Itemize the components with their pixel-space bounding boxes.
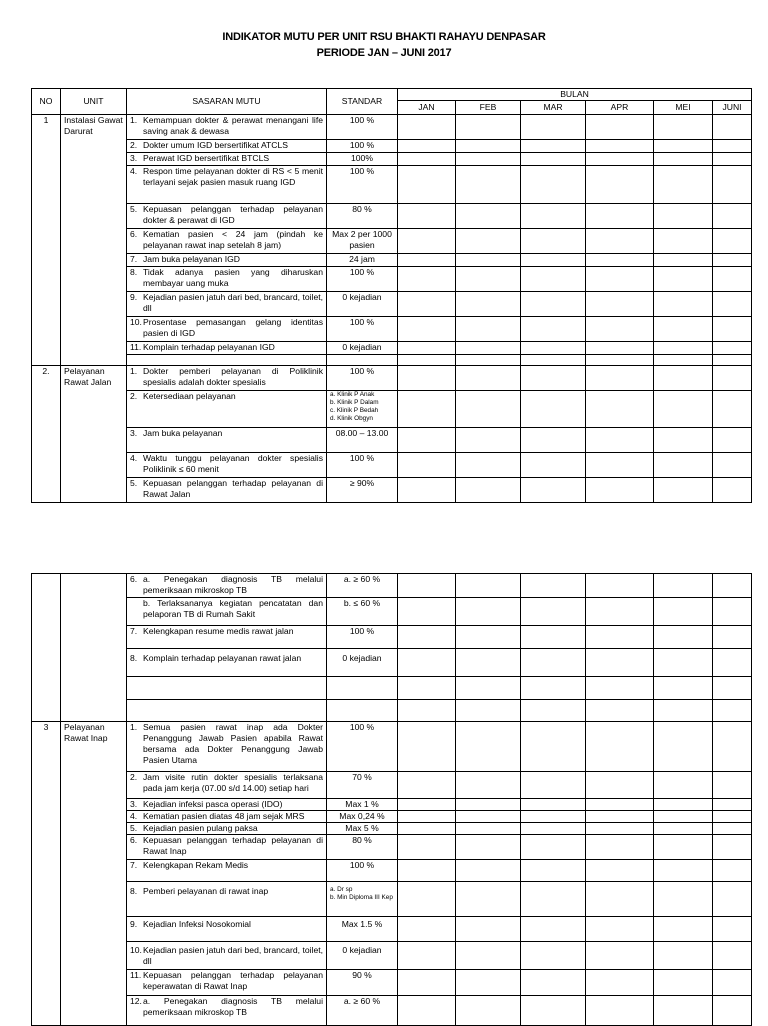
quality-indicator-table-continued	[31, 573, 752, 722]
section-no: 2.	[32, 366, 61, 503]
item-standard: ≥ 90%	[327, 478, 398, 503]
table-row	[32, 292, 752, 317]
table-row	[32, 254, 752, 267]
table-row	[32, 835, 752, 860]
item-standard: 100 %	[327, 626, 398, 649]
table-row-empty	[32, 677, 752, 700]
item-number: 7.	[130, 860, 138, 870]
item-standard: 90 %	[327, 970, 398, 996]
item-text: Jam buka pelayanan IGD	[143, 254, 240, 264]
table-row	[32, 649, 752, 677]
item-text: Kepuasan pelanggan terhadap pelayanan di Rawat Inap	[143, 835, 323, 856]
table-row	[32, 882, 752, 917]
item-standard: 100 %	[327, 140, 398, 153]
item-standard: 80 %	[327, 204, 398, 229]
item-text: Perawat IGD bersertifikat BTCLS	[143, 153, 270, 163]
table-row	[32, 391, 752, 428]
item-text: Kejadian pasien jatuh dari bed, brancard, toilet, dll	[143, 292, 323, 313]
table-row-empty	[32, 355, 752, 366]
item-standard: 0 kejadian	[327, 292, 398, 317]
item-text: b. Terlaksananya kegiatan pencatatan dan pelaporan TB di Rumah Sakit	[143, 598, 323, 619]
item-standard: b. ≤ 60 %	[327, 598, 398, 626]
table-row	[32, 722, 752, 772]
item-number: 8.	[130, 886, 138, 896]
table-row	[32, 942, 752, 970]
item-standard: 0 kejadian	[327, 942, 398, 970]
month-mar: MAR	[521, 101, 586, 115]
item-number: 3.	[130, 799, 138, 809]
table-row	[32, 626, 752, 649]
item-standard: Max 2 per 1000 pasien	[327, 229, 398, 254]
item-number: 11.	[130, 342, 142, 352]
unit-name: Instalasi Gawat Darurat	[61, 115, 127, 366]
item-text: Semua pasien rawat inap ada Dokter Penanggung Jawab Pasien apabila Rawat bersama ada Dokter Penanggung Jawab Pasien Utama	[143, 722, 323, 765]
item-standard-list: a. Dr sp b. Min Diploma III Kep	[327, 882, 398, 917]
quality-indicator-table-rawat-inap	[31, 721, 752, 1026]
header-sasaran: SASARAN MUTU	[127, 89, 327, 115]
item-number: 1.	[130, 366, 138, 376]
document-title: INDIKATOR MUTU PER UNIT RSU BHAKTI RAHAYU DENPASAR	[222, 31, 546, 43]
item-text: Jam visite rutin dokter spesialis terlaksana pada jam kerja (07.00 s/d 14.00) setiap hari	[143, 772, 323, 793]
item-number: 6.	[130, 229, 138, 239]
item-text: Kejadian pasien pulang paksa	[143, 823, 258, 833]
document-period: PERIODE JAN – JUNI 2017	[316, 47, 452, 59]
quality-indicator-table	[31, 88, 752, 503]
item-standard: 100 %	[327, 115, 398, 140]
item-number: 1.	[130, 115, 138, 125]
item-number: 5.	[130, 823, 138, 833]
item-number: 6.	[130, 574, 138, 584]
table-row	[32, 366, 752, 391]
item-standard: 100 %	[327, 453, 398, 478]
item-standard-list: a. Klinik P Anak b. Klinik P Dalam c. Klinik P Bedah d. Klinik Obgyn	[327, 391, 398, 428]
item-text: Komplain terhadap pelayanan rawat jalan	[143, 653, 302, 663]
item-text: Kelengkapan resume medis rawat jalan	[143, 626, 294, 636]
item-text: Kemampuan dokter & perawat menangani life saving anak & dewasa	[143, 115, 323, 136]
item-number: 12.	[130, 996, 142, 1006]
item-text: Kematian pasien diatas 48 jam sejak MRS	[143, 811, 305, 821]
item-text: Jam buka pelayanan	[143, 428, 223, 438]
header-bulan: BULAN	[398, 89, 752, 101]
item-number: 4.	[130, 453, 138, 463]
item-number: 7.	[130, 254, 138, 264]
month-mei: MEI	[654, 101, 713, 115]
item-text: Kepuasan pelanggan terhadap pelayanan keperawatan di Rawat Inap	[143, 970, 323, 991]
table-row	[32, 799, 752, 811]
item-standard: 100 %	[327, 267, 398, 292]
item-text: Pemberi pelayanan di rawat inap	[143, 886, 269, 896]
item-text: Prosentase pemasangan gelang identitas pasien di IGD	[143, 317, 323, 338]
item-standard: 100 %	[327, 366, 398, 391]
item-number: 4.	[130, 166, 138, 176]
table-row	[32, 823, 752, 835]
table-row	[32, 166, 752, 204]
table-row	[32, 860, 752, 882]
item-text: Tidak adanya pasien yang diharuskan membayar uang muka	[143, 267, 323, 288]
item-text: Kematian pasien < 24 jam (pindah ke pelayanan rawat inap setelah 8 jam)	[143, 229, 323, 250]
item-number: 2.	[130, 140, 138, 150]
table-row	[32, 229, 752, 254]
month-apr: APR	[586, 101, 654, 115]
item-text: Kepuasan pelanggan terhadap pelayanan di Rawat Jalan	[143, 478, 323, 499]
item-standard: 70 %	[327, 772, 398, 799]
item-text: Kejadian infeksi pasca operasi (IDO)	[143, 799, 283, 809]
item-number: 6.	[130, 835, 138, 845]
table-row	[32, 342, 752, 355]
item-text: Kelengkapan Rekam Medis	[143, 860, 249, 870]
table-row	[32, 574, 752, 598]
table-row	[32, 996, 752, 1026]
table-row	[32, 598, 752, 626]
item-number: 3.	[130, 428, 138, 438]
item-number: 2.	[130, 391, 138, 401]
item-text: Respon time pelayanan dokter di RS < 5 menit terlayani sejak pasien masuk ruang IGD	[143, 166, 323, 187]
item-number: 10.	[130, 317, 142, 327]
header-no: NO	[32, 89, 61, 115]
table-row	[32, 970, 752, 996]
item-number: 10.	[130, 945, 142, 955]
header-standar: STANDAR	[327, 89, 398, 115]
item-text: Kejadian Infeksi Nosokomial	[143, 919, 251, 929]
month-juni: JUNI	[713, 101, 752, 115]
item-standard: 100 %	[327, 317, 398, 342]
table-row	[32, 811, 752, 823]
section-no: 3	[32, 722, 61, 1026]
item-standard: 08.00 – 13.00	[327, 428, 398, 453]
unit-name: Pelayanan Rawat Jalan	[61, 366, 127, 503]
item-number: 1.	[130, 722, 138, 732]
item-standard: 100 %	[327, 166, 398, 204]
item-standard: 0 kejadian	[327, 342, 398, 355]
item-number: 5.	[130, 478, 138, 488]
item-number: 11.	[130, 970, 142, 980]
item-text: Dokter pemberi pelayanan di Poliklinik spesialis adalah dokter spesialis	[143, 366, 323, 387]
item-number: 4.	[130, 811, 138, 821]
table-row	[32, 140, 752, 153]
item-number: 9.	[130, 292, 138, 302]
table-row	[32, 453, 752, 478]
item-standard: Max 1 %	[327, 799, 398, 811]
item-standard: Max 5 %	[327, 823, 398, 835]
item-text: a. Penegakan diagnosis TB melalui pemeriksaan mikroskop TB	[143, 574, 323, 595]
item-text: Ketersediaan pelayanan	[143, 391, 236, 401]
item-standard: 24 jam	[327, 254, 398, 267]
item-standard: a. ≥ 60 %	[327, 574, 398, 598]
table-row	[32, 478, 752, 503]
item-standard: 0 kejadian	[327, 649, 398, 677]
table-row	[32, 317, 752, 342]
header-unit: UNIT	[61, 89, 127, 115]
item-number: 2.	[130, 772, 138, 782]
table-row	[32, 115, 752, 140]
item-text: Dokter umum IGD bersertifikat ATCLS	[143, 140, 289, 150]
item-number: 8.	[130, 267, 138, 277]
item-number: 8.	[130, 653, 138, 663]
table-row	[32, 267, 752, 292]
item-standard: a. ≥ 60 %	[327, 996, 398, 1026]
item-number: 9.	[130, 919, 138, 929]
unit-name: Pelayanan Rawat Inap	[61, 722, 127, 1026]
item-standard: 100 %	[327, 722, 398, 772]
table-row-empty	[32, 700, 752, 722]
item-standard: Max 0,24 %	[327, 811, 398, 823]
table-row	[32, 917, 752, 942]
item-text: Waktu tunggu pelayanan dokter spesialis Poliklinik ≤ 60 menit	[143, 453, 323, 474]
month-feb: FEB	[456, 101, 521, 115]
section-no: 1	[32, 115, 61, 366]
item-text: a. Penegakan diagnosis TB melalui pemeriksaan mikroskop TB	[143, 996, 323, 1017]
table-row	[32, 772, 752, 799]
item-number: 3.	[130, 153, 138, 163]
month-jan: JAN	[398, 101, 456, 115]
item-standard: 100 %	[327, 860, 398, 882]
item-text: Kejadian pasien jatuh dari bed, brancard, toilet, dll	[143, 945, 323, 966]
item-number: 5.	[130, 204, 138, 214]
item-text: Komplain terhadap pelayanan IGD	[143, 342, 275, 352]
item-text: Kepuasan pelanggan terhadap pelayanan dokter & perawat di IGD	[143, 204, 323, 225]
table-row	[32, 204, 752, 229]
table-row	[32, 153, 752, 166]
table-row	[32, 428, 752, 453]
item-standard: Max 1.5 %	[327, 917, 398, 942]
item-standard: 80 %	[327, 835, 398, 860]
item-number: 7.	[130, 626, 138, 636]
item-standard: 100%	[327, 153, 398, 166]
